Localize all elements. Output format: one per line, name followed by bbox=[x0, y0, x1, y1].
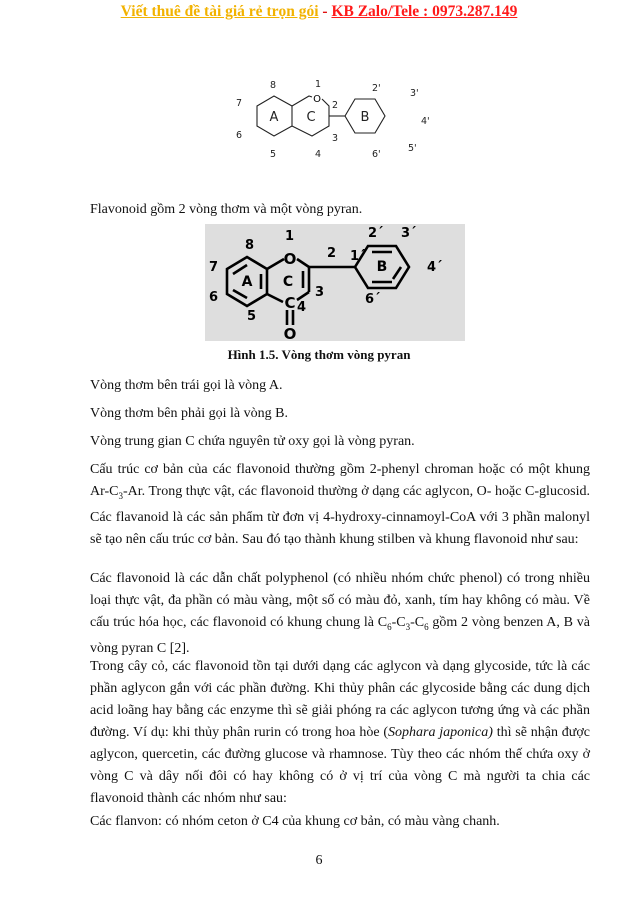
fig2-num-6p: 6´ bbox=[365, 292, 381, 307]
fig1-ring-b: B bbox=[360, 110, 370, 125]
p6-italic-species: Sophara japonica) bbox=[388, 725, 493, 740]
fig2-ring-a: A bbox=[241, 274, 253, 290]
p4-text-b: -Ar. Trong thực vật, các flavonoid thường ở dạng các aglycon, O- hoặc C-glucosid. Các flavanoid là các sản phẩm từ đơn vị 4-hydroxy-cinnamoyl-CoA với 3 phần malonyl sẽ tạo nên cấu trúc cơ bản. Sau đó tạo thành khung stilben và khung flavonoid như sau: bbox=[90, 484, 590, 547]
fig2-num-8: 8 bbox=[245, 238, 255, 253]
p6-text-b: thì sẽ nhận được aglycon, quercetin, các đường glucose và rhamnose. Tùy theo các nhóm thế chứa oxy ở vòng C và dây nối đôi có hay không có ở vị trí của vòng C mà người ta chia các flavonoid thành các nhóm như sau: bbox=[90, 725, 590, 806]
fig2-num-6: 6 bbox=[209, 290, 219, 305]
figure-flavonoid-skeleton-handdrawn bbox=[225, 78, 445, 178]
fig1-ring-a: A bbox=[269, 110, 279, 125]
p4-sub: 3 bbox=[118, 490, 123, 501]
fig2-num-1p: 1´ bbox=[350, 249, 366, 264]
p5-sub-3: 6 bbox=[424, 621, 429, 632]
p5-text-d: gồm 2 vòng benzen A, B và vòng pyran C [2]. bbox=[90, 615, 590, 656]
p5-sub-2: 3 bbox=[405, 621, 411, 632]
fig1-ring-c: C bbox=[306, 110, 316, 125]
header-link-service[interactable]: Viết thuê đề tài giá rẻ trọn gói bbox=[120, 3, 319, 20]
fig1-atom-2p: 2' bbox=[372, 83, 381, 94]
page-header bbox=[0, 3, 638, 21]
fig1-atom-8: 8 bbox=[270, 80, 277, 91]
fig2-oxygen-ring: O bbox=[283, 250, 297, 268]
fig1-atom-6p: 6' bbox=[372, 149, 381, 160]
p5-sub-1: 6 bbox=[387, 621, 392, 632]
fig1-atom-6: 6 bbox=[236, 130, 243, 141]
fig2-num-3p: 3´ bbox=[401, 226, 417, 241]
paragraph-polyphenol bbox=[90, 568, 590, 660]
fig2-num-2: 2 bbox=[327, 246, 337, 261]
p5-text-c: -C bbox=[410, 615, 425, 630]
fig1-atom-3p: 3' bbox=[410, 88, 419, 99]
paragraph-basic-structure bbox=[90, 459, 590, 551]
fig2-num-5: 5 bbox=[247, 309, 257, 324]
fig1-atom-1: 1 bbox=[315, 79, 322, 90]
fig1-atom-2: 2 bbox=[332, 100, 339, 111]
p4-text-a: Cấu trúc cơ bản của các flavonoid thường gồm 2-phenyl chroman hoặc có một khung Ar-C bbox=[90, 462, 590, 499]
header-link-contact[interactable]: KB Zalo/Tele : 0973.287.149 bbox=[331, 3, 518, 20]
fig2-ring-b: B bbox=[376, 259, 388, 275]
paragraph-flavone: Các flanvon: có nhóm ceton ở C4 của khung cơ bản, có màu vàng chanh. bbox=[90, 814, 500, 829]
fig2-num-4p: 4´ bbox=[427, 260, 443, 275]
p5-text-a: Các flavonoid là các dẫn chất polyphenol (có nhiều nhóm chức phenol) có trong nhiều loại thực vật, đa phần có màu vàng, một số có màu đỏ, xanh, tím hay không có màu. Về cấu trúc hóa học, các flavonoid có khung chung là C bbox=[90, 571, 590, 630]
intro-text: Flavonoid gồm 2 vòng thơm và một vòng pyran. bbox=[90, 202, 363, 217]
fig2-carbon-4: C bbox=[284, 294, 296, 312]
p6-text-a: Trong cây cỏ, các flavonoid tồn tại dưới dạng các aglycon và dạng glycoside, tức là các phần aglycon gắn với các phần đường. Khi thủy phân các glycoside bằng các dung dịch acid loãng hay bằng các enzyme thì sẽ giải phóng ra các aglycon tương ứng và các phần đường. Ví dụ: khi thủy phân rurin có trong hoa hòe ( bbox=[90, 659, 590, 740]
fig1-atom-4p: 4' bbox=[421, 116, 430, 127]
fig2-num-1: 1 bbox=[285, 229, 295, 244]
fig1-atom-7: 7 bbox=[236, 98, 243, 109]
page-number: 6 bbox=[315, 853, 323, 868]
fig1-atom-5: 5 bbox=[270, 149, 277, 160]
figure-flavone-structure bbox=[205, 224, 465, 341]
paragraph-ring-b: Vòng thơm bên phải gọi là vòng B. bbox=[90, 406, 288, 421]
fig1-atom-3: 3 bbox=[332, 133, 339, 144]
fig2-ring-c: C bbox=[282, 274, 294, 290]
fig2-num-7: 7 bbox=[209, 260, 219, 275]
fig2-num-4: 4 bbox=[297, 300, 307, 315]
ring-c-hexagon bbox=[292, 96, 312, 106]
paragraph-ring-a: Vòng thơm bên trái gọi là vòng A. bbox=[90, 378, 283, 393]
p5-text-b: -C bbox=[391, 615, 406, 630]
fig2-num-2p: 2´ bbox=[368, 226, 384, 241]
fig1-atom-5p: 5' bbox=[408, 143, 417, 154]
fig1-atom-4: 4 bbox=[315, 149, 322, 160]
fig2-num-3: 3 bbox=[315, 285, 325, 300]
header-separator: - bbox=[318, 3, 332, 20]
figure-caption: Hình 1.5. Vòng thơm vòng pyran bbox=[227, 347, 411, 362]
paragraph-glycoside bbox=[90, 656, 590, 810]
paragraph-ring-c: Vòng trung gian C chứa nguyên tử oxy gọi là vòng pyran. bbox=[90, 434, 415, 449]
fig1-oxygen: O bbox=[313, 94, 321, 105]
fig2-oxygen-carbonyl: O bbox=[283, 325, 297, 341]
